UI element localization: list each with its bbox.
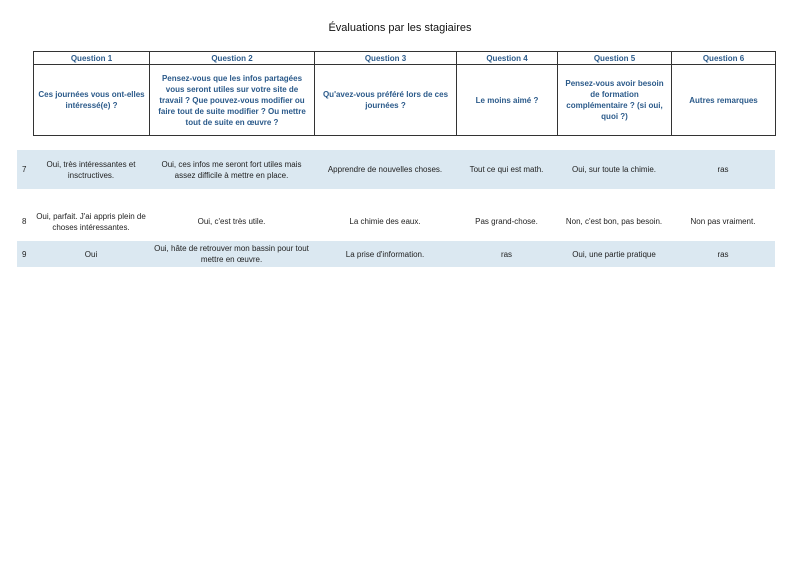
answer-q1: Oui, parfait. J'ai appris plein de choses intéressantes. bbox=[36, 211, 146, 232]
answer-q5: Non, c'est bon, pas besoin. bbox=[565, 217, 663, 226]
question-4-header: Question 4 bbox=[457, 52, 558, 65]
answer-q4: Tout ce qui est math. bbox=[469, 165, 544, 174]
row-number: 8 bbox=[22, 217, 27, 226]
answer-q5: Oui, une partie pratique bbox=[572, 249, 656, 259]
answer-q1: Oui bbox=[84, 249, 98, 259]
table-row bbox=[17, 241, 775, 267]
answer-q3: La chimie des eaux. bbox=[349, 217, 421, 226]
answer-q1: Oui, très intéressantes et insctructives. bbox=[46, 159, 136, 180]
question-6-prompt: Autres remarques bbox=[672, 65, 776, 136]
question-1-prompt: Ces journées vous ont-elles intéressé(e) ? bbox=[34, 65, 150, 136]
row-number: 9 bbox=[22, 249, 27, 259]
question-5-prompt: Pensez-vous avoir besoin de formation complémentaire ? (si oui, quoi ?) bbox=[558, 65, 672, 136]
answer-q2: Oui, c'est très utile. bbox=[197, 217, 266, 226]
question-2-prompt: Pensez-vous que les infos partagées vous seront utiles sur votre site de travail ? Que pouvez-vous modifier ou faire tout de suite modifier ? Ou mettre tout de suite en œuvre ? bbox=[150, 65, 315, 136]
table-row bbox=[17, 202, 775, 241]
answer-q4: Pas grand-chose. bbox=[475, 217, 538, 226]
question-3-header: Question 3 bbox=[315, 52, 457, 65]
answer-q2: Oui, hâte de retrouver mon bassin pour tout mettre en œuvre. bbox=[154, 244, 309, 264]
answer-q3: Apprendre de nouvelles choses. bbox=[327, 165, 443, 174]
row-spacer bbox=[17, 189, 775, 202]
question-6-header: Question 6 bbox=[672, 52, 776, 65]
question-5-header: Question 5 bbox=[558, 52, 672, 65]
answer-q6: ras bbox=[717, 165, 729, 174]
answer-q3: La prise d'information. bbox=[345, 249, 425, 259]
question-4-prompt: Le moins aimé ? bbox=[457, 65, 558, 136]
table-row bbox=[17, 150, 775, 189]
responses-table bbox=[17, 150, 775, 267]
question-3-prompt: Qu'avez-vous préféré lors de ces journées ? bbox=[315, 65, 457, 136]
answer-q6: ras bbox=[717, 249, 729, 259]
answer-q6: Non pas vraiment. bbox=[690, 217, 756, 226]
questions-header-table bbox=[33, 51, 776, 136]
answer-q2: Oui, ces infos me seront fort utiles mais assez difficile à mettre en place. bbox=[161, 159, 302, 180]
page-title: Évaluations par les stagiaires bbox=[328, 22, 472, 34]
answer-q5: Oui, sur toute la chimie. bbox=[571, 165, 657, 174]
answer-q4: ras bbox=[500, 249, 513, 259]
question-1-header: Question 1 bbox=[34, 52, 150, 65]
row-number: 7 bbox=[22, 165, 27, 174]
question-2-header: Question 2 bbox=[150, 52, 315, 65]
